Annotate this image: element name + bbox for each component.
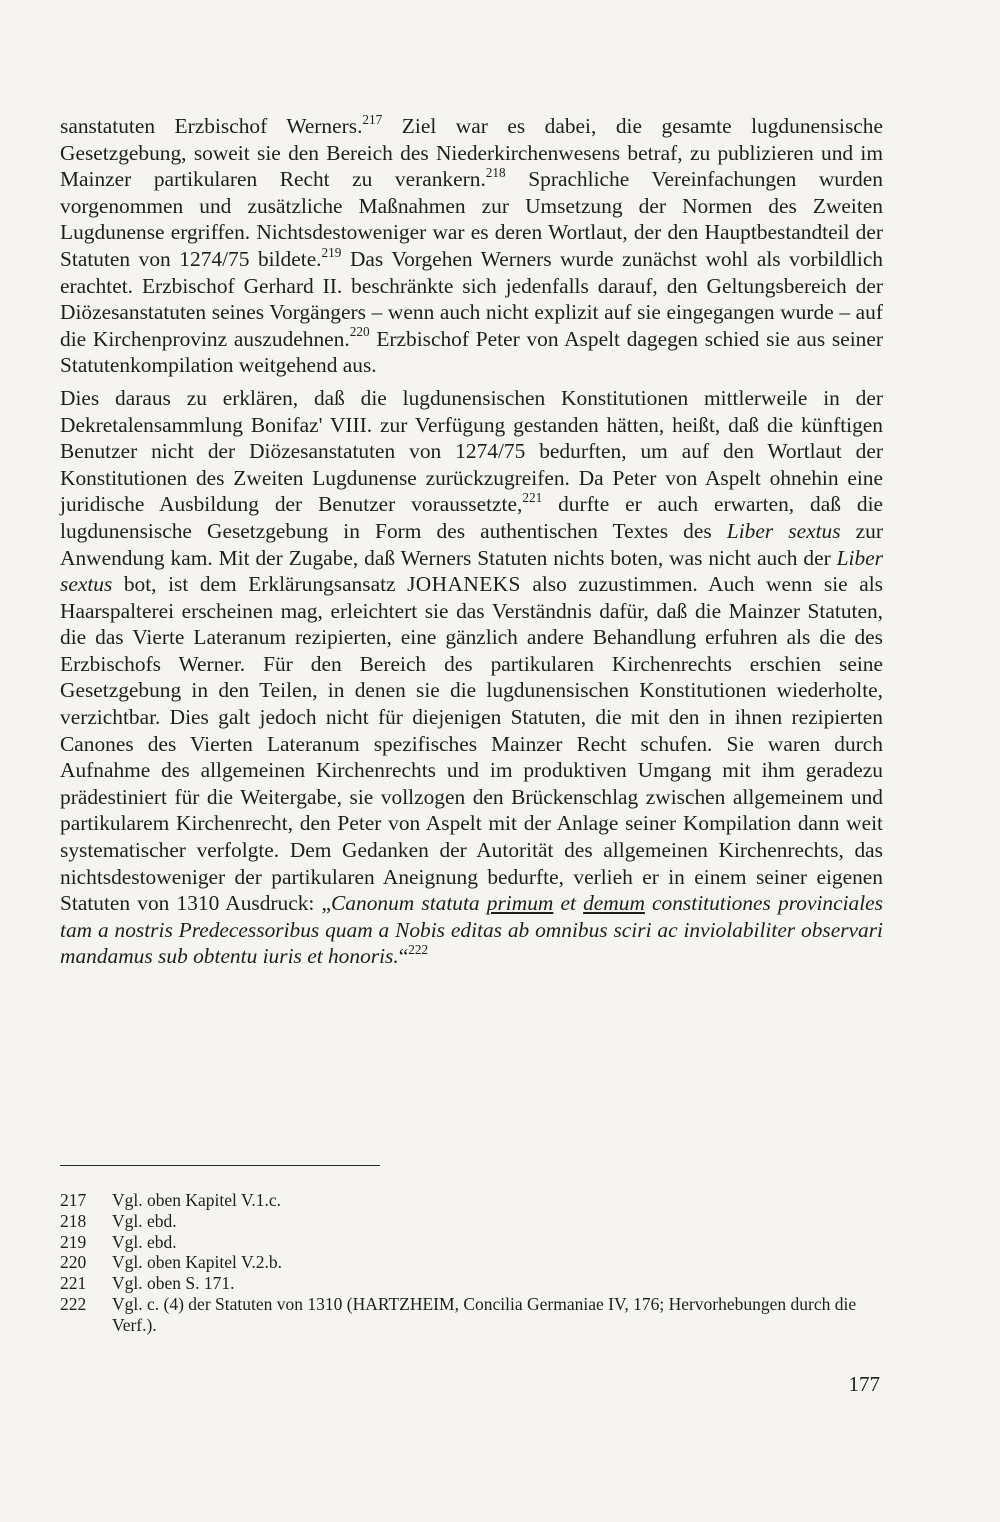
footnote-reference: 217: [362, 111, 383, 127]
text-run: durfte er auch erwarten, daß die lugdunensische Gesetzgebung in Form des authentischen Textes des: [60, 492, 884, 543]
footnote-reference: 220: [349, 324, 370, 340]
footnote-219: [60, 1232, 883, 1253]
footnote-221: [60, 1273, 883, 1294]
footnote-number: 221: [60, 1273, 87, 1294]
paragraph-2: [60, 385, 883, 970]
text-run: also zuzustimmen. Auch wenn sie als Haarspalterei erscheinen mag, erleichtert sie das Verständnis dafür, daß die Mainzer Statuten, die das Vierte Lateranum rezipierten, eine gänzlich andere Behandlung erfuhren als die des Erzbischofs Werner. Für den Bereich des partikularen Kirchenrechts erschien seine Gesetzgebung in den Teilen, in denen sie die lugdunensischen Konstitutionen wiederholte, verzichtbar. Dies galt jedoch nicht für diejenigen Statuten, die mit den in ihnen rezipierten Canones des Vierten Lateranum spezifisches Mainzer Recht schufen. Sie waren durch Aufnahme des allgemeinen Kirchenrechts und im produktiven Umgang mit ihm geradezu prädestiniert für die Weitergabe, sie vollzogen den Brückenschlag zwischen allgemeinem und partikularem Kirchenrecht, den Peter von Aspelt mit der Anlage seiner Kompilation dann weit systematischer verfolgte. Dem Gedanken der Autorität des allgemeinen Kirchenrechts, das nichtsdestoweniger der partikularen Aneignung bedurfte, verlieh er in einem seiner eigenen Statuten von 1310 Ausdruck: „: [60, 572, 883, 916]
footnote-text: Vgl. ebd.: [112, 1210, 177, 1231]
footnotes: [60, 1190, 883, 1336]
footnote-220: [60, 1252, 883, 1273]
footnote-reference: 221: [522, 489, 543, 505]
italic-text: et: [553, 891, 584, 916]
text-run: Erzbischof Peter von Aspelt dagegen schied sie aus seiner Statutenkompilation weitgehend aus.: [60, 326, 883, 378]
footnote-reference: 222: [408, 941, 429, 957]
text-run: Sprachliche Vereinfachungen wurden vorgenommen und zusätzliche Maßnahmen zur Umsetzung der Normen des Zweiten Lugdunense ergriffen. Nichtsdestoweniger war es deren Wortlaut, der den Hauptbestandteil der Statuten von 1274/75 bildete.: [60, 167, 883, 271]
italic-text: Liber sextus: [726, 518, 841, 543]
underlined-italic-text: [487, 891, 554, 915]
page-number: 177: [848, 1372, 880, 1396]
underlined-italic-text: [583, 891, 645, 915]
text-run: zur Anwendung kam. Mit der Zugabe, daß Werners Statuten nichts boten, was nicht auch der: [60, 518, 883, 570]
footnote-text: Vgl. oben Kapitel V.2.b.: [112, 1252, 282, 1273]
text-run: sanstatuten Erzbischof Werners.: [60, 114, 363, 138]
footnote-text: Vgl. oben Kapitel V.1.c.: [112, 1190, 281, 1210]
italic-text: Liber sextus: [60, 545, 883, 597]
body-text: [60, 113, 883, 970]
underline: primum: [486, 891, 554, 916]
footnote-reference: 218: [485, 164, 506, 180]
italic-text: Canonum statuta: [331, 891, 487, 916]
text-run: “: [398, 944, 409, 969]
footnote-number: 218: [60, 1210, 87, 1231]
footnote-text: Vgl. c. (4) der Statuten von 1310 (HARTZHEIM, Concilia Germaniae IV, 176; Hervorhebungen durch die Verf.).: [112, 1293, 857, 1335]
text-run: Ziel war es dabei, die gesamte lugdunensische Gesetzgebung, soweit sie den Bereich des Niederkirchenwesens betraf, zu publizieren und im Mainzer partikularen Recht zu verankern.: [60, 114, 883, 192]
footnote-reference: 219: [321, 244, 342, 260]
text-run: Dies daraus zu erklären, daß die lugdunensischen Konstitutionen mittlerweile in der Dekretalensammlung Bonifaz' VIII. zur Verfügung gestanden hätten, heißt, daß die künftigen Benutzer nicht der Diözesanstatuten von 1274/75 bedurften, um auf den Wortlaut der Konstitutionen des Zweiten Lugdunense zurückzugreifen. Da Peter von Aspelt ohnehin eine juridische Ausbildung der Benutzer voraussetzte,: [60, 385, 883, 517]
paragraph-1: [60, 113, 883, 379]
footnote-number: 217: [60, 1190, 87, 1210]
footnote-text: Vgl. oben S. 171.: [112, 1273, 235, 1294]
footnote-separator: [60, 1165, 380, 1166]
footnote-number: 219: [60, 1231, 87, 1252]
footnote-217: [60, 1190, 883, 1211]
underline: demum: [583, 891, 645, 916]
text-run: bot, ist dem Erklärungsansatz: [112, 572, 408, 597]
text-run: Das Vorgehen Werners wurde zunächst wohl als vorbildlich erachtet. Erzbischof Gerhard II. beschränkte sich jedenfalls darauf, den Geltungsbereich der Diözesanstatuten seines Vorgängers – wenn auch nicht explizit auf sie eingegangen wurde – auf die Kirchenprovinz auszudehnen.: [60, 246, 884, 351]
footnote-222: [60, 1294, 883, 1336]
footnote-number: 220: [60, 1252, 87, 1273]
footnote-number: 222: [60, 1293, 87, 1314]
italic-text: constitutiones provinciales tam a nostris Predecessoribus quam a Nobis editas ab omnibus sciri ac inviolabiliter observari mandamus sub obtentu iuris et honoris.: [60, 891, 883, 969]
footnote-text: Vgl. ebd.: [112, 1231, 177, 1252]
footnote-218: [60, 1211, 883, 1232]
author-name: JOHANEKS: [407, 572, 521, 597]
